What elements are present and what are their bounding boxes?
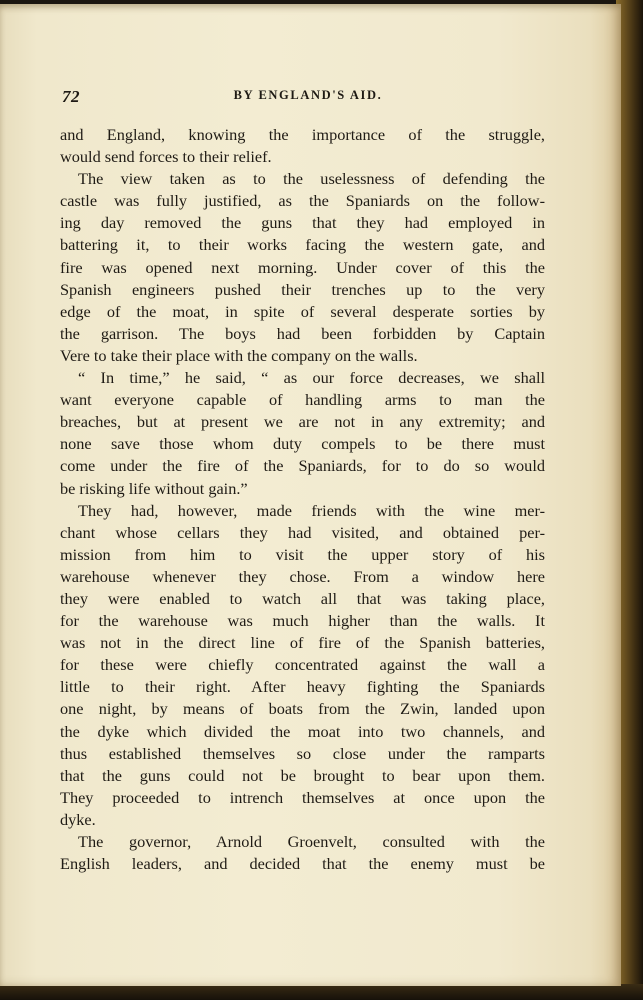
text-line: dyke. <box>60 809 96 829</box>
text-line: was not in the direct line of fire of the Spanish batteries, <box>60 633 545 653</box>
text-line: warehouse whenever they chose. From a window here <box>60 566 545 586</box>
text-line: edge of the moat, in spite of several desperate sorties by <box>60 301 545 321</box>
paragraph <box>60 500 545 831</box>
text-line: The view taken as to the uselessness of defending the <box>78 169 545 189</box>
paragraph <box>60 831 545 875</box>
text-line: They had, however, made friends with the wine mer- <box>78 500 545 520</box>
text-line: the dyke which divided the moat into two channels, and <box>60 721 545 741</box>
page-number: 72 <box>62 87 80 106</box>
text-line: none save those whom duty compels to be there must <box>60 434 545 454</box>
text-line: castle was fully justified, as the Spaniards on the follow- <box>60 191 545 211</box>
text-line: chant whose cellars they had visited, and obtained per- <box>60 522 545 542</box>
text-line: breaches, but at present we are not in any extremity; and <box>60 412 545 432</box>
text-line: one night, by means of boats from the Zwin, landed upon <box>60 699 545 719</box>
running-head: BY ENGLAND'S AID. <box>233 88 383 102</box>
text-line: Vere to take their place with the company on the walls. <box>60 345 418 365</box>
text-line: fire was opened next morning. Under cover of this the <box>60 257 545 277</box>
text-line: They proceeded to intrench themselves at once upon the <box>60 787 545 807</box>
text-line: ing day removed the guns that they had employed in <box>60 213 545 233</box>
page-header <box>62 87 544 107</box>
text-line: that the guns could not be brought to bear upon them. <box>60 765 545 785</box>
text-line: for the warehouse was much higher than the walls. It <box>60 611 545 631</box>
text-line: English leaders, and decided that the enemy must be <box>60 854 545 874</box>
text-line: little to their right. After heavy fighting the Spaniards <box>60 677 545 697</box>
text-line: come under the fire of the Spaniards, for to do so would <box>60 456 545 476</box>
text-line: and England, knowing the importance of the struggle, <box>60 125 545 144</box>
text-line: thus established themselves so close under the ramparts <box>60 743 545 763</box>
text-line: mission from him to visit the upper story of his <box>60 544 545 564</box>
text-line: Spanish engineers pushed their trenches up to the very <box>60 279 545 299</box>
text-line: they were enabled to watch all that was taking place, <box>60 588 545 608</box>
text-line: battering it, to their works facing the western gate, and <box>60 235 545 255</box>
text-line: want everyone capable of handling arms to man the <box>60 390 545 410</box>
paragraph <box>60 124 545 168</box>
bottom-edge-shadow <box>0 984 643 1000</box>
paragraph <box>60 367 545 500</box>
text-line: for these were chiefly concentrated against the wall a <box>60 655 545 675</box>
text-line: would send forces to their relief. <box>60 147 272 167</box>
paragraph <box>60 168 545 367</box>
text-line: the garrison. The boys had been forbidden by Captain <box>60 323 545 343</box>
text-line: “ In time,” he said, “ as our force decreases, we shall <box>78 368 545 388</box>
body-text <box>60 124 545 875</box>
text-line: The governor, Arnold Groenvelt, consulted with the <box>78 832 545 851</box>
text-line: be risking life without gain.” <box>60 478 248 498</box>
